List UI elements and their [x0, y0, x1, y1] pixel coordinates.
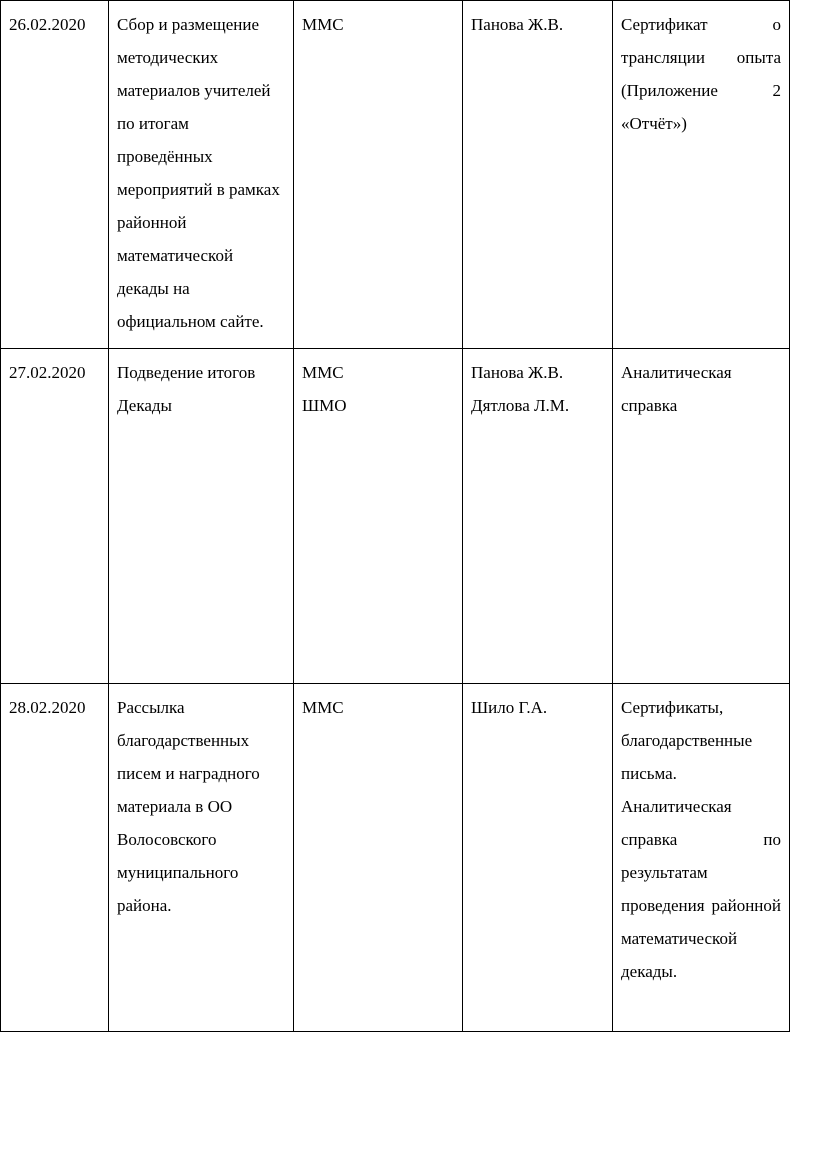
executor-text: Панова Ж.В.: [471, 15, 564, 34]
result-cell: [613, 1, 790, 349]
event-cell: [109, 1, 294, 349]
event-cell: [109, 349, 294, 684]
executor-cell: [463, 684, 613, 1032]
result-text: Аналитическая справка: [621, 363, 732, 415]
responsible-text: ММС: [302, 15, 344, 34]
table-row: [1, 684, 790, 1032]
date-cell: [1, 349, 109, 684]
result-text: Сертификаты, благодарственные письма. Аналитическая справка по результатам проведения районной математической декады.: [621, 698, 781, 981]
date-text: 27.02.2020: [9, 363, 86, 382]
result-cell: [613, 349, 790, 684]
event-cell: [109, 684, 294, 1032]
date-cell: [1, 684, 109, 1032]
executor-text: Панова Ж.В.: [471, 363, 564, 382]
responsible-text: ММС: [302, 363, 344, 382]
responsible-text: ММС: [302, 698, 344, 717]
executor-cell: [463, 1, 613, 349]
date-cell: [1, 1, 109, 349]
table-row: [1, 1, 790, 349]
responsible-text: ШМО: [302, 396, 347, 415]
event-text: Сбор и размещение методических материалов учителей по итогам проведённых мероприятий в рамках районной математической декады на официальном сайте.: [117, 15, 280, 331]
result-cell: [613, 684, 790, 1032]
result-text: Сертификат о трансляции опыта (Приложение 2 «Отчёт»): [621, 15, 781, 133]
date-text: 26.02.2020: [9, 15, 86, 34]
responsible-cell: [294, 684, 463, 1032]
executor-cell: [463, 349, 613, 684]
responsible-cell: [294, 1, 463, 349]
executor-text: Дятлова Л.М.: [471, 396, 570, 415]
table-row: [1, 349, 790, 684]
date-text: 28.02.2020: [9, 698, 86, 717]
responsible-cell: [294, 349, 463, 684]
event-text: Подведение итогов Декады: [117, 363, 256, 415]
event-text: Рассылка благодарственных писем и наградного материала в ОО Волосовского муниципального района.: [117, 698, 260, 915]
executor-text: Шило Г.А.: [471, 698, 548, 717]
